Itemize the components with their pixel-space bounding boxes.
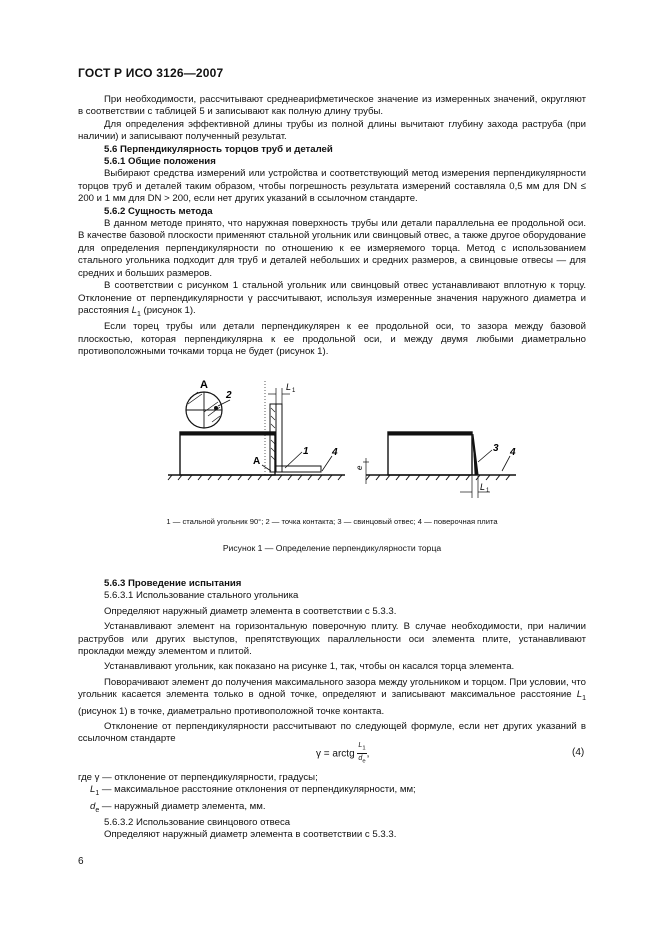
surface-plate-left <box>168 475 345 480</box>
pipe-right <box>388 432 472 475</box>
detail-A-circle <box>186 392 230 428</box>
paragraph: Поворачивают элемент до получения максимального зазора между угольником и торцом. При условии, что угольник касается элемента только в одной точке, определяют и записывают максимальное расстояние $L_1$ (рисунок 1) в точке, диаметрально противоположной точке контакта. <box>78 676 586 717</box>
formula-number: (4) <box>572 747 585 758</box>
page-number: 6 <box>78 856 84 867</box>
subsection-heading: 5.6.1 Общие положения <box>104 156 216 168</box>
leader-4-right <box>502 456 510 471</box>
paragraph: Отклонение от перпендикулярности рассчитывают по следующей формуле, если нет других указаний в ссылочном стандарте <box>78 720 586 745</box>
label-L1-bottom: L <box>480 482 486 492</box>
paragraph: При необходимости, рассчитывают среднеарифметическое значение из измеренных значений, округляют в соответствии с таблицей 5 и записывают как полную длину трубы. <box>78 94 586 118</box>
where-line: где γ — отклонение от перпендикулярности, градусы; <box>78 772 318 783</box>
label-4-right: 4 <box>510 447 516 458</box>
paragraph: В соответствии с рисунком 1 стальной угольник или свинцовый отвес устанавливают вплотную к торцу. Отклонение от перпендикулярности γ рассчитывают, используя измеренные значения наружного диаметра и расстояния $L_1$ (рисунок 1). <box>78 280 586 318</box>
steel-square <box>270 404 321 472</box>
label-1: 1 <box>303 446 309 457</box>
where-line: $L_1$ — максимальное расстояние отклонения от перпендикулярности, мм; <box>90 784 416 798</box>
subsubsection-heading: 5.6.3.2 Использование свинцового отвеса <box>104 817 291 829</box>
section-heading: 5.6 Перпендикулярность торцов труб и деталей <box>104 143 333 155</box>
label-L1-top-sub: 1 <box>292 388 296 394</box>
label-4-left: 4 <box>332 447 338 458</box>
formula-4: γ = arctg $\frac{L_1}{d_e}$ , <box>316 742 370 765</box>
label-L1-top: L <box>286 382 292 392</box>
dimension-L1-bottom <box>460 476 490 498</box>
pipe-left <box>180 432 275 475</box>
label-3: 3 <box>493 443 499 454</box>
paragraph: Для определения эффективной длины трубы из полной длины вычитают глубину захода раструба (при наличии) и записывают полученный результат. <box>78 118 586 143</box>
paragraph: Устанавливают угольник, как показано на рисунке 1, так, чтобы он касался торца элемента. <box>104 661 515 673</box>
paragraph: Определяют наружный диаметр элемента в соответствии с 5.3.3. <box>104 605 397 617</box>
figure-1-drawing <box>160 376 520 506</box>
label-e: e <box>355 465 364 470</box>
dimension-e <box>363 458 369 484</box>
label-A-corner: А <box>253 456 261 467</box>
paragraph: Устанавливают элемент на горизонтальную поверочную плиту. В случае необходимости, при наличии раструбов или других выступов, препятствующих параллельности оси элемента плите, устанавливают прокладки между элементом и плитой. <box>78 621 586 658</box>
surface-plate-right <box>366 475 516 480</box>
subsection-heading: 5.6.2 Сущность метода <box>104 205 213 217</box>
text-block-top <box>78 94 586 358</box>
paragraph: В данном методе принято, что наружная поверхность трубы или детали параллельна ее продольной оси. В качестве базовой плоскости применяют стальной угольник или свинцовый отвес, а также другое оборудование для определения перпендикулярности по отношению к ее измеряемого торца. Метод с использованием стального угольника подходит для труб и деталей небольших и средних размеров, а свинцовые отвесы — для средних и больших размеров. <box>78 218 586 279</box>
where-line: $d_e$ — наружный диаметр элемента, мм. <box>90 800 266 814</box>
plumb-line <box>472 434 478 474</box>
leader-4-left <box>322 456 332 471</box>
document-header: ГОСТ Р ИСО 3126—2007 <box>78 66 224 80</box>
text-block-bottom <box>78 578 586 746</box>
formula-fraction: $\frac{L_1}{d_e}$ <box>358 742 366 765</box>
subsection-heading: 5.6.3 Проведение испытания <box>104 578 242 589</box>
text-block-where <box>78 772 586 842</box>
paragraph: Выбирают средства измерений или устройства и соответствующий метод измерения перпендикулярности торцов труб и деталей таким образом, чтобы погрешность результата измерений составляла 0,5 мм для DN ≤ 200 и 1 мм для DN > 200, если нет других указаний в ссылочном стандарте. <box>78 168 586 205</box>
paragraph: Определяют наружный диаметр элемента в соответствии с 5.3.3. <box>104 829 397 841</box>
subsubsection-heading: 5.6.3.1 Использование стального угольника <box>104 590 299 602</box>
label-A-circle: А <box>200 379 208 391</box>
label-L1-bottom-sub: 1 <box>486 488 490 494</box>
leader-3 <box>478 450 492 462</box>
label-2: 2 <box>226 390 232 401</box>
figure-legend: 1 — стальной угольник 90°; 2 — точка контакта; 3 — свинцовый отвес; 4 — поверочная плита <box>166 517 498 526</box>
paragraph: Если торец трубы или детали перпендикулярен к ее продольной оси, то зазора между базовой плоскостью, которая перпендикулярна к ее продольной оси, и между двумя любыми диаметрально противоположными точками торца не будет (рисунок 1). <box>78 321 586 358</box>
figure-caption: Рисунок 1 — Определение перпендикулярности торца <box>222 543 442 553</box>
